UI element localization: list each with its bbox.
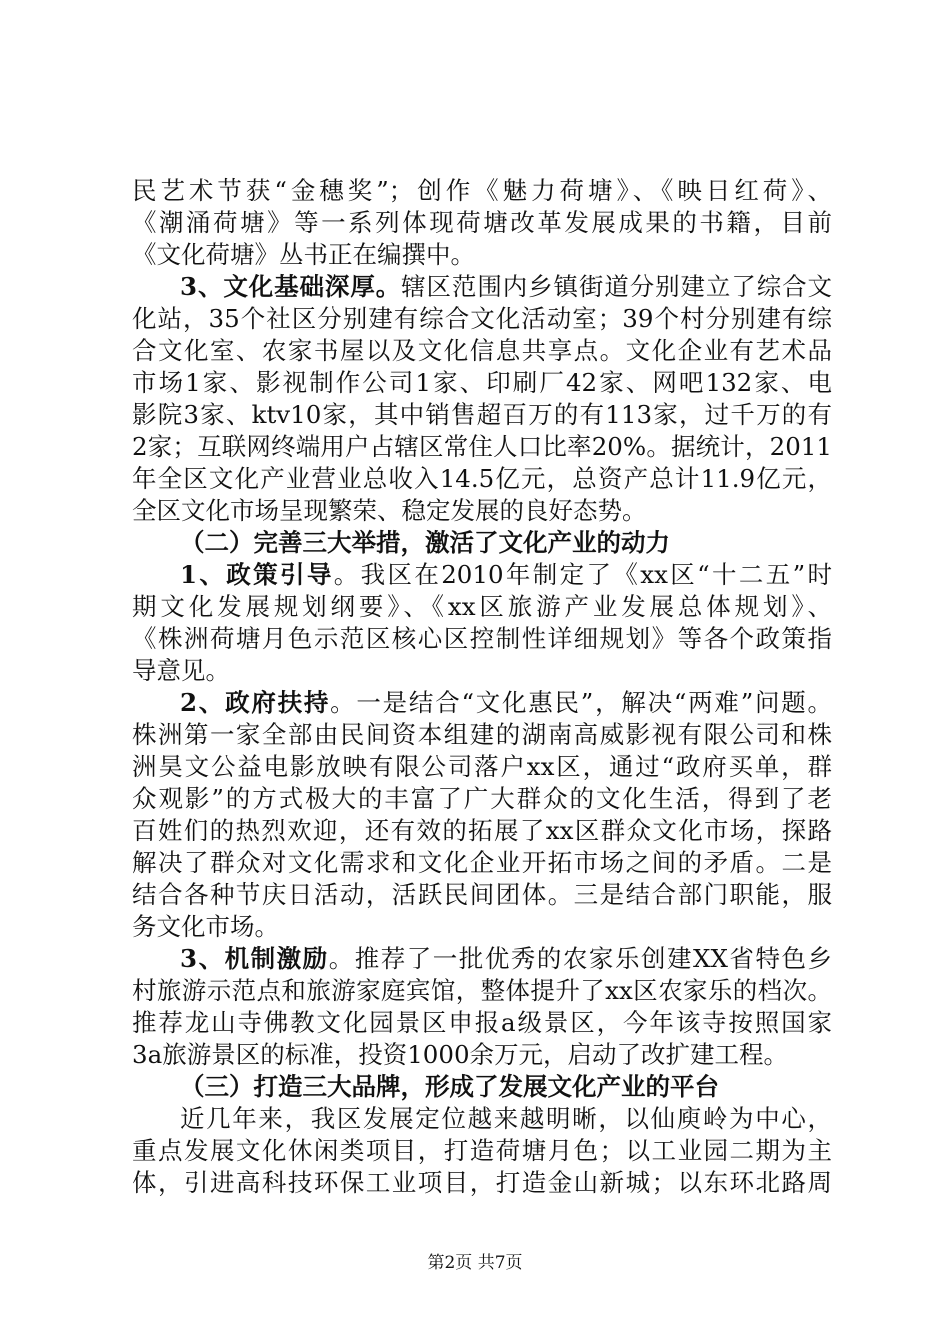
text-line: 《文化荷塘》丛书正在编撰中。: [132, 240, 475, 269]
text-line: 全区文化市场呈现繁荣、稳定发展的良好态势。: [132, 496, 647, 525]
paragraph-start: 2、政府扶持。一是结合“文化惠民”，解决“两难”问题。: [180, 688, 833, 717]
text-line: 众观影”的方式极大的丰富了广大群众的文化生活，得到了老: [132, 784, 832, 813]
text-line: 年全区文化产业营业总收入14.5亿元，总资产总计11.9亿元，: [132, 464, 832, 493]
paragraph-lead: 3、机制激励: [180, 944, 329, 973]
text-line: 推荐龙山寺佛教文化园景区申报a级景区，今年该寺按照国家: [132, 1008, 832, 1037]
text-line: 3a旅游景区的标准，投资1000余万元，启动了改扩建工程。: [132, 1040, 789, 1069]
text-line: 务文化市场。: [132, 912, 279, 941]
text-line: 化站，35个社区分别建有综合文化活动室；39个村分别建有综: [132, 304, 832, 333]
text-line: 导意见。: [132, 656, 230, 685]
text-line: 洲昊文公益电影放映有限公司落户xx区，通过“政府买单，群: [132, 752, 832, 781]
text-line: 结合各种节庆日活动，活跃民间团体。三是结合部门职能，服: [132, 880, 832, 909]
text-line: 重点发展文化休闲类项目，打造荷塘月色；以工业园二期为主: [132, 1136, 832, 1165]
text-line: 影院3家、ktv10家，其中销售超百万的有113家，过千万的有: [132, 400, 832, 429]
section-heading: （二）完善三大举措，激活了文化产业的动力: [180, 528, 670, 557]
text-line: 《潮涌荷塘》等一系列体现荷塘改革发展成果的书籍，目前: [132, 208, 832, 237]
page-number-footer: 第2页 共7页: [427, 1253, 523, 1273]
text-line: 村旅游示范点和旅游家庭宾馆，整体提升了xx区农家乐的档次。: [132, 976, 832, 1005]
text-line: 百姓们的热烈欢迎，还有效的拓展了xx区群众文化市场，探路: [132, 816, 832, 845]
text-line: 民艺术节获“金穗奖”；创作《魅力荷塘》、《映日红荷》、: [132, 176, 832, 205]
paragraph-start: 3、文化基础深厚。辖区范围内乡镇街道分别建立了综合文: [180, 272, 833, 301]
paragraph-lead: 1、政策引导: [180, 560, 334, 589]
text-line: 合文化室、农家书屋以及文化信息共享点。文化企业有艺术品: [132, 336, 832, 365]
text-line: 株洲第一家全部由民间资本组建的湖南高威影视有限公司和株: [132, 720, 832, 749]
text-line: 体，引进高科技环保工业项目，打造金山新城；以东环北路周: [132, 1168, 832, 1197]
text-line: 解决了群众对文化需求和文化企业开拓市场之间的矛盾。二是: [132, 848, 832, 877]
text-line: 2家；互联网终端用户占辖区常住人口比率20%。据统计，2011: [132, 432, 832, 461]
paragraph-lead: 3、文化基础深厚。: [180, 272, 402, 301]
section-heading: （三）打造三大品牌，形成了发展文化产业的平台: [180, 1072, 719, 1101]
paragraph-lead: 2、政府扶持: [180, 688, 331, 717]
paragraph-start: 1、政策引导。我区在2010年制定了《xx区“十二五”时: [180, 560, 832, 589]
text-line: 《株洲荷塘月色示范区核心区控制性详细规划》等各个政策指: [132, 624, 832, 653]
text-line: 期文化发展规划纲要》、《xx区旅游产业发展总体规划》、: [132, 592, 832, 621]
text-line: 市场1家、影视制作公司1家、印刷厂42家、网吧132家、电: [132, 368, 832, 397]
paragraph-start: 3、机制激励。推荐了一批优秀的农家乐创建XX省特色乡: [180, 944, 832, 973]
paragraph-start: 近几年来，我区发展定位越来越明晰，以仙庾岭为中心，: [180, 1104, 832, 1133]
